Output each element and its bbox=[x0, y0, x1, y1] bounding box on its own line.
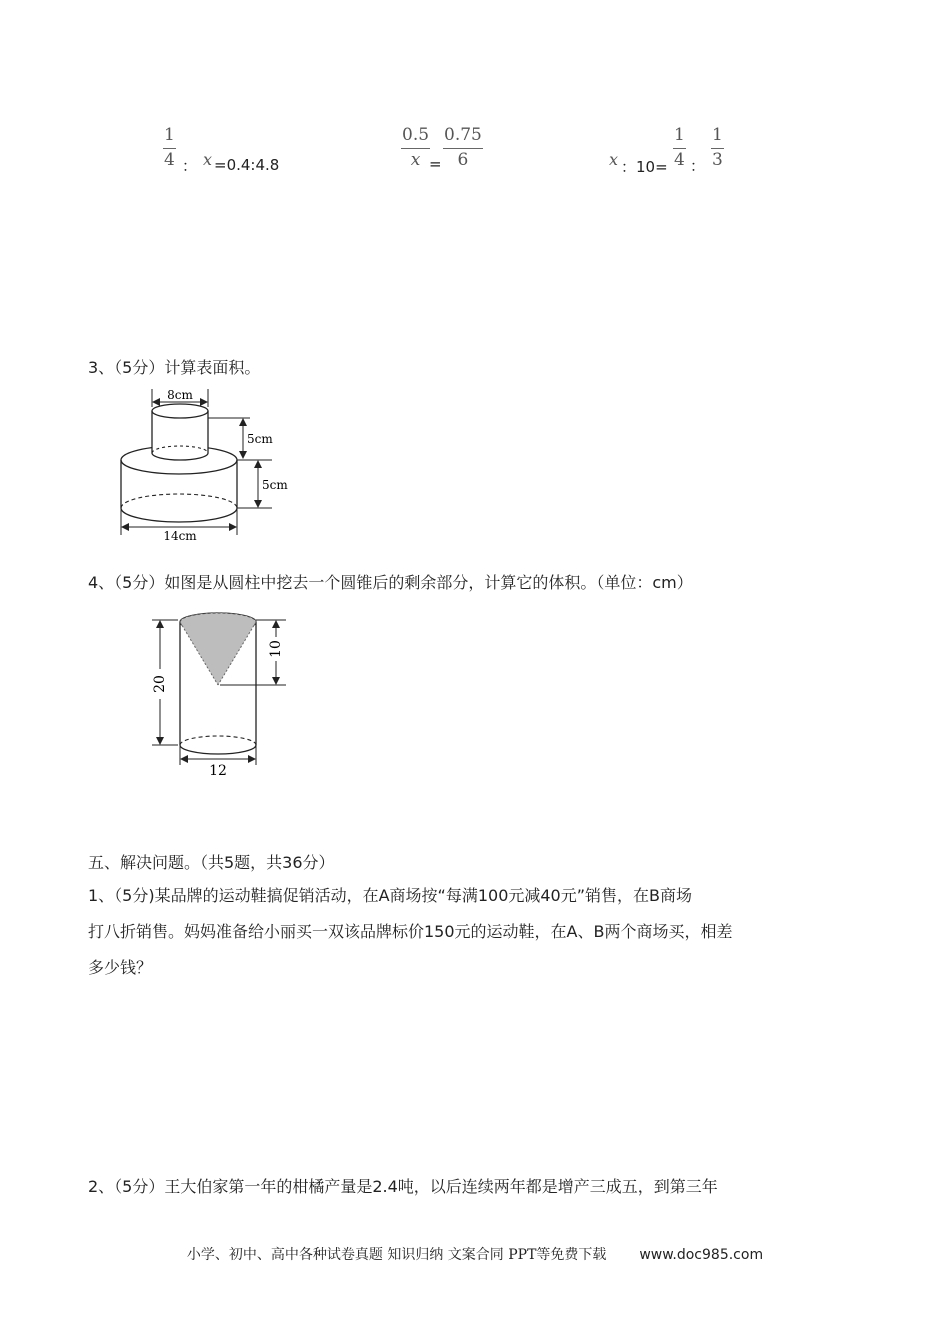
fraction-numerator: 0.75 bbox=[444, 125, 482, 145]
equation-2-lhs-fraction bbox=[401, 127, 430, 169]
equation-3-fraction-2 bbox=[711, 127, 724, 169]
bottom-height-label: 5cm bbox=[262, 478, 288, 492]
variable-x: x bbox=[203, 150, 213, 169]
question-3-title: 3、（5分）计算表面积。 bbox=[88, 358, 261, 377]
fraction-denominator: 6 bbox=[457, 150, 469, 170]
equals-sign: = bbox=[429, 155, 442, 173]
question-4-title: 4、（5分）如图是从圆柱中挖去一个圆锥后的剩余部分，计算它的体积。（单位：cm） bbox=[88, 573, 693, 592]
fraction-numerator: 0.5 bbox=[402, 125, 430, 145]
ratio-colon: ： bbox=[690, 157, 706, 175]
cone-cutout bbox=[180, 613, 256, 685]
problem-1-line-1: 1、（5分)某品牌的运动鞋搞促销活动，在A商场按“每满100元减40元”销售，在B商场 bbox=[88, 886, 693, 905]
cone-height-label: 10 bbox=[268, 640, 284, 658]
fraction-numerator: 1 bbox=[164, 125, 175, 145]
problem-2 bbox=[88, 1169, 878, 1205]
fraction-denominator: x bbox=[410, 150, 421, 170]
fraction-denominator: 3 bbox=[712, 150, 723, 170]
problem-2-line-1: 2、（5分）王大伯家第一年的柑橘产量是2.4吨，以后连续两年都是增产三成五，到第三年 bbox=[88, 1177, 718, 1196]
fraction-numerator: 1 bbox=[712, 125, 723, 145]
equation-1-rhs: =0.4:4.8 bbox=[214, 156, 280, 174]
page-footer bbox=[0, 1244, 950, 1264]
stacked-cylinders-figure bbox=[110, 385, 300, 545]
fraction-numerator: 1 bbox=[674, 125, 685, 145]
bottom-width-label: 14cm bbox=[163, 529, 197, 543]
fraction-denominator: 4 bbox=[164, 150, 175, 170]
fraction-denominator: 4 bbox=[674, 150, 685, 170]
height-label: 20 bbox=[152, 675, 168, 693]
equation-3-fraction-1 bbox=[673, 127, 686, 169]
footer-text: 小学、初中、高中各种试卷真题 知识归纳 文案合同 PPT等免费下载 bbox=[186, 1247, 607, 1263]
diameter-label: 12 bbox=[209, 763, 227, 779]
cylinder-with-cone-figure bbox=[140, 605, 300, 780]
variable-x: x bbox=[609, 150, 619, 169]
problem-1 bbox=[88, 878, 878, 986]
problem-1-line-3: 多少钱？ bbox=[88, 958, 153, 977]
ratio-colon: ： bbox=[182, 157, 198, 175]
equation-1-fraction bbox=[163, 127, 176, 169]
equation-2-rhs-fraction bbox=[443, 127, 483, 169]
problem-1-line-2: 打八折销售。妈妈准备给小丽买一双该品牌标价150元的运动鞋，在A、B两个商场买，相差 bbox=[88, 922, 733, 941]
top-height-label: 5cm bbox=[247, 432, 273, 446]
equation-3-middle: ：10= bbox=[621, 158, 668, 176]
top-cylinder bbox=[152, 404, 208, 460]
bottom-cylinder bbox=[121, 446, 237, 522]
section-5-heading: 五、解决问题。（共5题，共36分） bbox=[88, 853, 335, 872]
top-width-label: 8cm bbox=[167, 388, 193, 402]
footer-url[interactable]: www.doc985.com bbox=[639, 1247, 764, 1263]
